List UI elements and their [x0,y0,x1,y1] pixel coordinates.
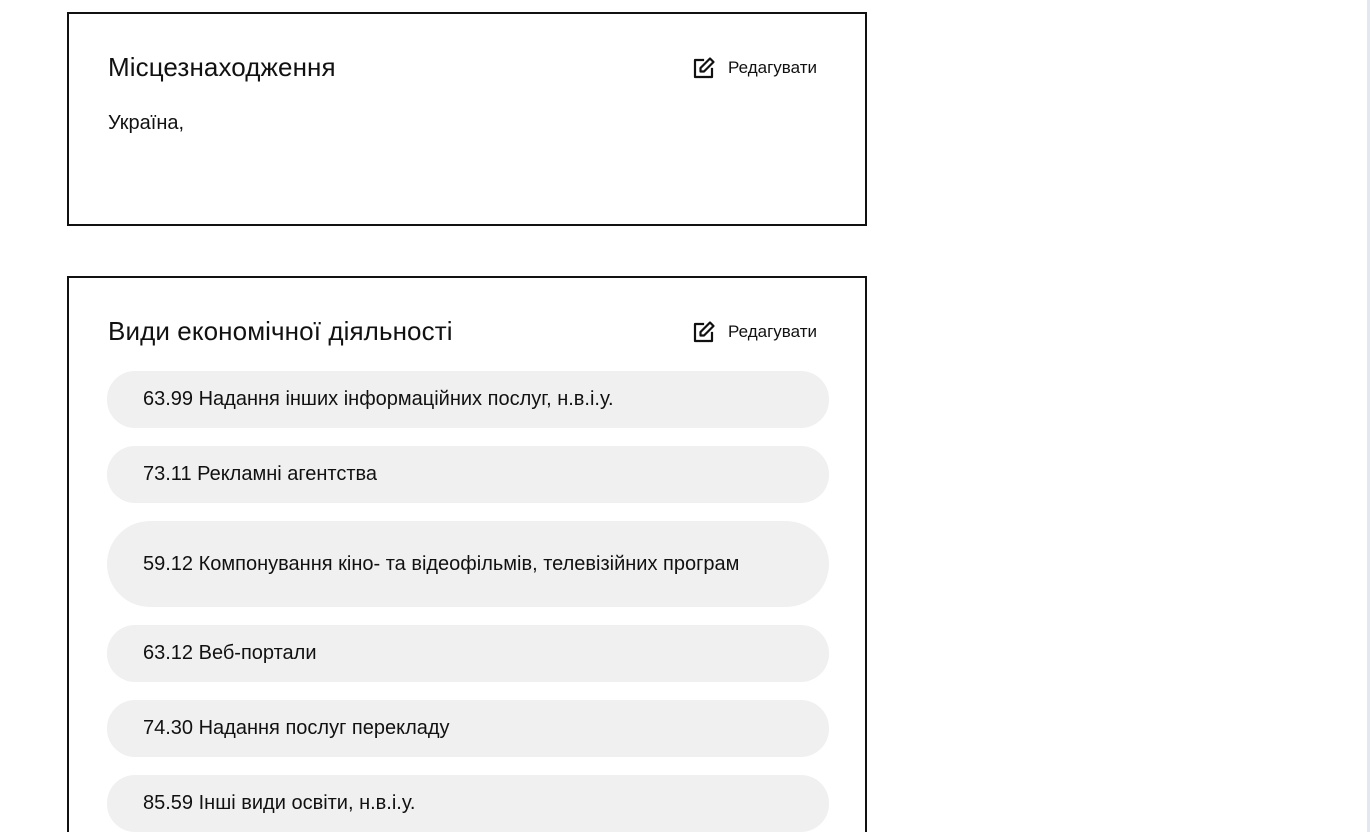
activity-item-59-12: 59.12 Компонування кіно- та відеофільмів, телевізійних програм [107,521,829,607]
activities-title: Види економічної діяльності [108,316,453,346]
edit-pencil-icon [692,320,716,344]
activity-item-73-11: 73.11 Рекламні агентства [107,446,829,503]
activity-item-63-12: 63.12 Веб-портали [107,625,829,682]
activity-item-85-59: 85.59 Інші види освіти, н.в.і.у. [107,775,829,832]
edit-activities-button[interactable] [692,320,817,344]
activity-item-74-30: 74.30 Надання послуг перекладу [107,700,829,757]
economic-activities-card [67,276,867,832]
activities-list [107,371,829,832]
activities-card-header [108,316,817,347]
location-card-header [108,52,817,83]
edit-location-button[interactable] [692,56,817,80]
location-title: Місцезнаходження [108,52,336,82]
edit-activities-label: Редагувати [728,321,817,341]
activity-item-63-99: 63.99 Надання інших інформаційних послуг, н.в.і.у. [107,371,829,428]
location-address: Україна, [108,112,185,134]
edit-location-label: Редагувати [728,57,817,77]
edit-pencil-icon [692,56,716,80]
location-card [67,12,867,226]
